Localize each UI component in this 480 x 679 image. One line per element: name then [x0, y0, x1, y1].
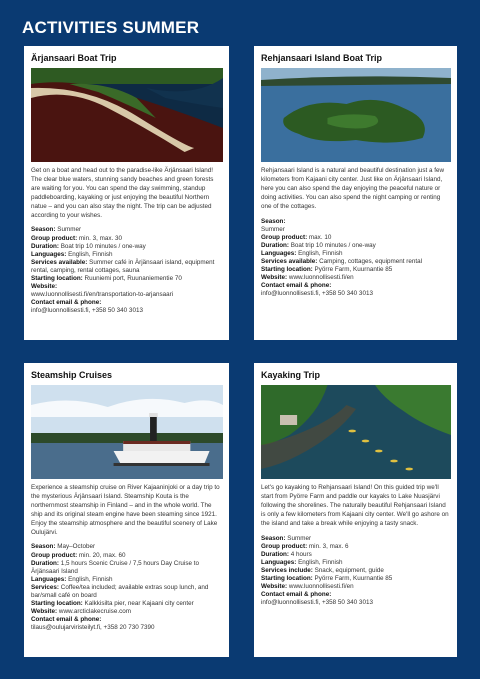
contact-value[interactable]: info@luonnollisesti.fi, +358 50 340 3013 — [261, 599, 373, 607]
duration-value: 4 hours — [290, 550, 312, 558]
card-description: Rehjansaari Island is a natural and beautiful destination just a few kilometers from Kajaani city center. Just like on Ärjänsaari Island, here you can also spend the day enjoying the peaceful nature or doing activities. You can also spend the night camping or renting one of the cottages. — [261, 167, 445, 210]
page-title: ACTIVITIES SUMMER — [22, 18, 200, 37]
languages-label: Languages: — [31, 575, 67, 583]
website-label: Website: — [31, 608, 58, 616]
group-product-value: min. 3, max. 6 — [308, 542, 349, 550]
activity-card-rehjansaari — [254, 46, 457, 340]
website-link[interactable]: www.luonnollisesti.fi/en — [288, 274, 354, 282]
season-label: Season: — [31, 543, 56, 551]
card-title: Ärjansaari Boat Trip — [31, 53, 117, 63]
languages-label: Languages: — [261, 249, 297, 257]
photo-steamship — [31, 385, 223, 479]
services-value: Coffee/tea included; available extras soup lunch, and bar/small café on board — [31, 583, 209, 599]
languages-value: English, Finnish — [68, 575, 113, 583]
group-product-value: min. 20, max. 60 — [78, 551, 126, 559]
website-label: Website: — [261, 274, 288, 282]
card-title: Rehjansaari Island Boat Trip — [261, 53, 383, 63]
website-link[interactable]: www.luonnollisesti.fi/en — [288, 583, 354, 591]
group-product-value: max. 10 — [308, 233, 332, 241]
starting-location-label: Starting location: — [31, 275, 83, 282]
services-label: Services include: — [261, 566, 313, 574]
services-value: Camping, cottages, equipment rental — [319, 258, 423, 265]
activity-card-arjansaari — [24, 46, 229, 340]
photo-kayaks — [261, 385, 451, 479]
contact-value[interactable]: info@luonnollisesti.fi, +358 50 340 3013 — [31, 307, 143, 315]
languages-value: English, Finnish — [298, 558, 343, 566]
services-label: Services available: — [31, 258, 88, 266]
group-product-label: Group product: — [261, 542, 308, 550]
languages-value: English, Finnish — [298, 249, 343, 257]
card-info — [31, 226, 223, 315]
duration-value: Boat trip 10 minutes / one-way — [60, 242, 146, 250]
card-info — [261, 218, 451, 299]
season-value: Summer — [287, 534, 312, 542]
duration-value: 1,5 hours Scenic Cruise / 7,5 hours Day Cruise to Ärjänsaari Island — [31, 559, 199, 575]
group-product-value: min. 3, max. 30 — [78, 234, 122, 242]
photo-sandy-island — [31, 68, 223, 162]
card-info — [31, 543, 223, 632]
website-link[interactable]: www.arcticlakecruise.com — [58, 608, 131, 616]
card-description: Get on a boat and head out to the paradise-like Ärjänsaari Island! The clear blue waters, stunning sandy beaches and green forests are waiting for you. You can spend the day swimming, standup paddleboarding, kayaking or just enjoying the beautiful Northern natue – and you can also stay the night. The trip can be adjusted according to your wishes. — [31, 167, 214, 219]
season-label: Season: — [31, 226, 56, 234]
languages-label: Languages: — [261, 558, 297, 566]
starting-location-label: Starting location: — [31, 600, 83, 608]
contact-label: Contact email & phone: — [261, 591, 332, 599]
activity-card-steamship — [24, 363, 229, 657]
card-title: Kayaking Trip — [261, 370, 321, 380]
starting-location-value: Pyörre Farm, Kuurnantie 85 — [314, 266, 393, 274]
services-label: Services available: — [261, 258, 318, 265]
contact-value[interactable]: tilaus@oulujarviristeilyt.fi, +358 20 730 7390 — [31, 624, 155, 632]
contact-label: Contact email & phone: — [31, 616, 102, 624]
languages-label: Languages: — [31, 250, 67, 258]
starting-location-label: Starting location: — [261, 266, 313, 274]
starting-location-label: Starting location: — [261, 575, 313, 582]
group-product-label: Group product: — [261, 233, 308, 241]
season-value: May–October — [57, 543, 96, 551]
services-value: Snack, equipment, guide — [314, 566, 384, 574]
card-description: Let's go kayaking to Rehjansaari Island! On this guided trip we'll start from Pyörre Farm and paddle our kayaks to Lake Nuasjärvi following the shorelines. The naturally beautiful Rehjansaari Island is only a few kilometers from Kajaani city center. We'll go ashore on the island and take a break while enjoying a tasty snack. — [261, 484, 449, 527]
season-label: Season: — [261, 534, 286, 542]
website-label: Website: — [261, 583, 288, 591]
languages-value: English, Finnish — [68, 250, 113, 258]
activity-card-kayaking — [254, 363, 457, 657]
group-product-label: Group product: — [31, 551, 78, 559]
card-title: Steamship Cruises — [31, 370, 113, 380]
card-description: Experience a steamship cruise on River Kajaaninjoki or a day trip to the mysterious Ärjänsaari Island. Steamship Kouta is the northernmost steamship in Finland – and in the whole world. The ship and its original steam engine have been steaming since 1921. Enjoy the steamship atmosphere and the beautiful scenery of Lake Oulujärvi. — [31, 484, 220, 536]
contact-label: Contact email & phone: — [261, 282, 332, 290]
season-value: Summer — [261, 225, 285, 233]
season-value: Summer — [57, 226, 82, 234]
duration-value: Boat trip 10 minutes / one-way — [290, 241, 376, 249]
duration-label: Duration: — [31, 242, 59, 250]
contact-value[interactable]: info@luonnollisesti.fi, +358 50 340 3013 — [261, 290, 373, 298]
card-info — [261, 535, 451, 608]
photo-forest-island — [261, 68, 451, 162]
starting-location-value: Pyörre Farm, Kuurnantie 85 — [314, 575, 393, 582]
duration-label: Duration: — [261, 550, 289, 558]
services-value: Summer café in Ärjänsaari island, equipment rental, camping, rental cottages, sauna — [31, 258, 215, 274]
website-label: Website: — [31, 283, 58, 291]
website-link[interactable]: www.luonnollisesti.fi/en/transportation-to-arjansaari — [31, 291, 174, 299]
duration-label: Duration: — [261, 241, 289, 249]
starting-location-value: Kalkkisilta pier, near Kajaani city center — [84, 600, 194, 608]
season-label: Season: — [261, 217, 286, 225]
starting-location-value: Ruuniemi port, Ruunaniementie 70 — [84, 275, 182, 282]
contact-label: Contact email & phone: — [31, 299, 102, 307]
services-label: Services: — [31, 583, 60, 591]
group-product-label: Group product: — [31, 234, 78, 242]
duration-label: Duration: — [31, 559, 59, 567]
